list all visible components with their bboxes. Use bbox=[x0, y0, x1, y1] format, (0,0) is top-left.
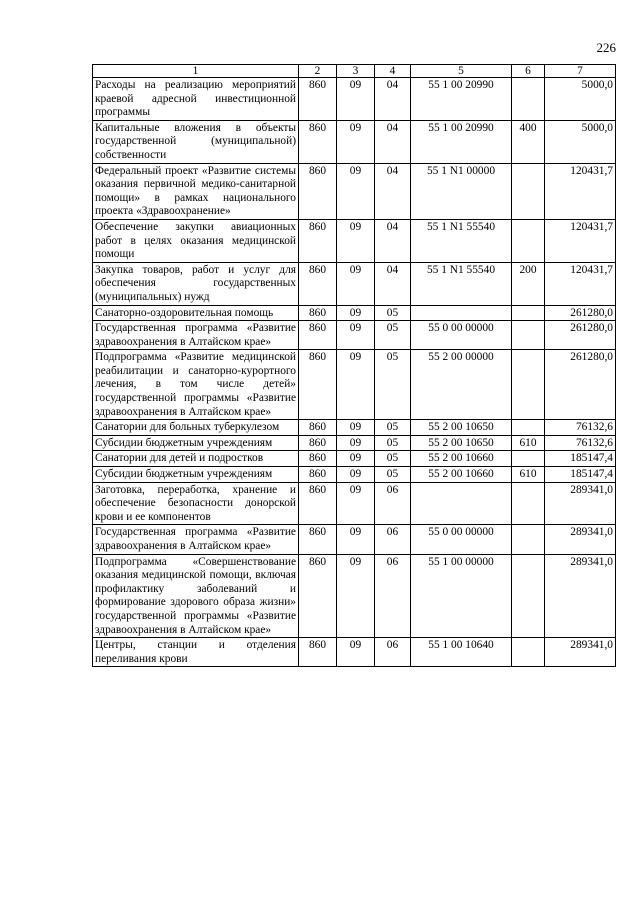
row-name: Государственная программа «Развитие здравоохранения в Алтайском крае» bbox=[93, 321, 299, 350]
row-name: Субсидии бюджетным учреждениям bbox=[93, 467, 299, 483]
row-amount: 76132,6 bbox=[545, 435, 616, 451]
row-expense-type bbox=[512, 420, 545, 436]
row-target-code: 55 2 00 10650 bbox=[411, 435, 512, 451]
row-target-code: 55 2 00 10660 bbox=[411, 467, 512, 483]
row-name: Подпрограмма «Совершенствование оказания медицинской помощи, включая профилактику заболеваний и формирование здорового образа жизни» государственной программы «Развитие здравоохранения в Алтайском крае» bbox=[93, 554, 299, 638]
row-subsection: 05 bbox=[375, 321, 411, 350]
row-subsection: 05 bbox=[375, 305, 411, 321]
row-name: Федеральный проект «Развитие системы оказания первичной медико-санитарной помощи» в рамках национального проекта «Здравоохранение» bbox=[93, 163, 299, 219]
row-section: 09 bbox=[337, 305, 375, 321]
row-section: 09 bbox=[337, 163, 375, 219]
row-expense-type bbox=[512, 525, 545, 554]
row-target-code: 55 1 00 00000 bbox=[411, 554, 512, 638]
header-col-6: 6 bbox=[512, 65, 545, 78]
row-ministry: 860 bbox=[299, 467, 337, 483]
row-section: 09 bbox=[337, 525, 375, 554]
row-subsection: 05 bbox=[375, 435, 411, 451]
row-target-code: 55 0 00 00000 bbox=[411, 321, 512, 350]
header-row bbox=[93, 65, 616, 78]
row-section: 09 bbox=[337, 219, 375, 262]
table-row bbox=[93, 262, 616, 305]
header-col-2: 2 bbox=[299, 65, 337, 78]
header-col-5: 5 bbox=[411, 65, 512, 78]
row-subsection: 06 bbox=[375, 525, 411, 554]
row-section: 09 bbox=[337, 78, 375, 121]
row-section: 09 bbox=[337, 435, 375, 451]
row-expense-type: 610 bbox=[512, 467, 545, 483]
table-row bbox=[93, 305, 616, 321]
row-subsection: 04 bbox=[375, 78, 411, 121]
row-subsection: 04 bbox=[375, 163, 411, 219]
row-subsection: 05 bbox=[375, 420, 411, 436]
table-row bbox=[93, 163, 616, 219]
row-subsection: 06 bbox=[375, 638, 411, 667]
header-col-1: 1 bbox=[93, 65, 299, 78]
row-subsection: 04 bbox=[375, 262, 411, 305]
row-ministry: 860 bbox=[299, 525, 337, 554]
row-target-code: 55 1 N1 55540 bbox=[411, 219, 512, 262]
row-expense-type: 400 bbox=[512, 120, 545, 163]
table-row bbox=[93, 321, 616, 350]
row-subsection: 04 bbox=[375, 219, 411, 262]
row-name: Капитальные вложения в объекты государственной (муниципальной) собственности bbox=[93, 120, 299, 163]
row-ministry: 860 bbox=[299, 350, 337, 420]
row-name: Обеспечение закупки авиационных работ в целях оказания медицинской помощи bbox=[93, 219, 299, 262]
row-ministry: 860 bbox=[299, 638, 337, 667]
row-expense-type: 200 bbox=[512, 262, 545, 305]
table-row bbox=[93, 525, 616, 554]
row-subsection: 05 bbox=[375, 350, 411, 420]
budget-table bbox=[92, 64, 616, 667]
row-section: 09 bbox=[337, 321, 375, 350]
row-ministry: 860 bbox=[299, 78, 337, 121]
table-row bbox=[93, 120, 616, 163]
table-row bbox=[93, 451, 616, 467]
page-number: 226 bbox=[596, 40, 616, 55]
row-amount: 120431,7 bbox=[545, 219, 616, 262]
row-ministry: 860 bbox=[299, 435, 337, 451]
row-name: Санатории для больных туберкулезом bbox=[93, 420, 299, 436]
table-row bbox=[93, 350, 616, 420]
row-ministry: 860 bbox=[299, 305, 337, 321]
row-amount: 76132,6 bbox=[545, 420, 616, 436]
row-subsection: 04 bbox=[375, 120, 411, 163]
row-expense-type bbox=[512, 163, 545, 219]
table-row bbox=[93, 219, 616, 262]
row-name: Подпрограмма «Развитие медицинской реабилитации и санаторно-курортного лечения, в том числе детей» государственной программы «Развитие здравоохранения в Алтайском крае» bbox=[93, 350, 299, 420]
row-expense-type bbox=[512, 638, 545, 667]
row-amount: 120431,7 bbox=[545, 163, 616, 219]
row-target-code: 55 1 00 10640 bbox=[411, 638, 512, 667]
row-subsection: 06 bbox=[375, 482, 411, 525]
row-expense-type bbox=[512, 219, 545, 262]
table-row bbox=[93, 638, 616, 667]
row-expense-type bbox=[512, 78, 545, 121]
row-target-code: 55 1 00 20990 bbox=[411, 78, 512, 121]
table-row bbox=[93, 467, 616, 483]
row-ministry: 860 bbox=[299, 451, 337, 467]
row-section: 09 bbox=[337, 554, 375, 638]
row-ministry: 860 bbox=[299, 262, 337, 305]
row-amount: 185147,4 bbox=[545, 451, 616, 467]
row-section: 09 bbox=[337, 482, 375, 525]
row-section: 09 bbox=[337, 638, 375, 667]
row-section: 09 bbox=[337, 350, 375, 420]
row-target-code: 55 2 00 00000 bbox=[411, 350, 512, 420]
row-section: 09 bbox=[337, 420, 375, 436]
header-col-4: 4 bbox=[375, 65, 411, 78]
row-name: Заготовка, переработка, хранение и обеспечение безопасности донорской крови и ее компонентов bbox=[93, 482, 299, 525]
row-target-code: 55 1 N1 00000 bbox=[411, 163, 512, 219]
row-name: Санатории для детей и подростков bbox=[93, 451, 299, 467]
row-name: Санаторно-оздоровительная помощь bbox=[93, 305, 299, 321]
row-ministry: 860 bbox=[299, 163, 337, 219]
row-expense-type bbox=[512, 321, 545, 350]
row-expense-type bbox=[512, 554, 545, 638]
row-target-code: 55 2 00 10660 bbox=[411, 451, 512, 467]
row-amount: 5000,0 bbox=[545, 78, 616, 121]
row-expense-type: 610 bbox=[512, 435, 545, 451]
table-row bbox=[93, 482, 616, 525]
row-amount: 261280,0 bbox=[545, 321, 616, 350]
row-amount: 289341,0 bbox=[545, 638, 616, 667]
row-expense-type bbox=[512, 305, 545, 321]
row-amount: 5000,0 bbox=[545, 120, 616, 163]
row-target-code bbox=[411, 482, 512, 525]
row-expense-type bbox=[512, 451, 545, 467]
table-row bbox=[93, 78, 616, 121]
row-target-code: 55 1 00 20990 bbox=[411, 120, 512, 163]
row-name: Закупка товаров, работ и услуг для обеспечения государственных (муниципальных) нужд bbox=[93, 262, 299, 305]
row-ministry: 860 bbox=[299, 120, 337, 163]
table-row bbox=[93, 554, 616, 638]
row-section: 09 bbox=[337, 120, 375, 163]
header-col-7: 7 bbox=[545, 65, 616, 78]
row-subsection: 06 bbox=[375, 554, 411, 638]
row-name: Субсидии бюджетным учреждениям bbox=[93, 435, 299, 451]
row-ministry: 860 bbox=[299, 554, 337, 638]
row-target-code bbox=[411, 305, 512, 321]
row-amount: 289341,0 bbox=[545, 525, 616, 554]
row-expense-type bbox=[512, 350, 545, 420]
row-amount: 261280,0 bbox=[545, 305, 616, 321]
table-row bbox=[93, 435, 616, 451]
row-target-code: 55 1 N1 55540 bbox=[411, 262, 512, 305]
row-target-code: 55 2 00 10650 bbox=[411, 420, 512, 436]
row-amount: 120431,7 bbox=[545, 262, 616, 305]
row-amount: 185147,4 bbox=[545, 467, 616, 483]
row-name: Государственная программа «Развитие здравоохранения в Алтайском крае» bbox=[93, 525, 299, 554]
row-amount: 261280,0 bbox=[545, 350, 616, 420]
table-row bbox=[93, 420, 616, 436]
row-ministry: 860 bbox=[299, 420, 337, 436]
row-ministry: 860 bbox=[299, 219, 337, 262]
row-section: 09 bbox=[337, 262, 375, 305]
row-ministry: 860 bbox=[299, 482, 337, 525]
row-subsection: 05 bbox=[375, 451, 411, 467]
row-amount: 289341,0 bbox=[545, 554, 616, 638]
row-name: Расходы на реализацию мероприятий краевой адресной инвестиционной программы bbox=[93, 78, 299, 121]
row-ministry: 860 bbox=[299, 321, 337, 350]
row-name: Центры, станции и отделения переливания крови bbox=[93, 638, 299, 667]
row-target-code: 55 0 00 00000 bbox=[411, 525, 512, 554]
row-expense-type bbox=[512, 482, 545, 525]
row-subsection: 05 bbox=[375, 467, 411, 483]
row-section: 09 bbox=[337, 467, 375, 483]
row-amount: 289341,0 bbox=[545, 482, 616, 525]
row-section: 09 bbox=[337, 451, 375, 467]
header-col-3: 3 bbox=[337, 65, 375, 78]
